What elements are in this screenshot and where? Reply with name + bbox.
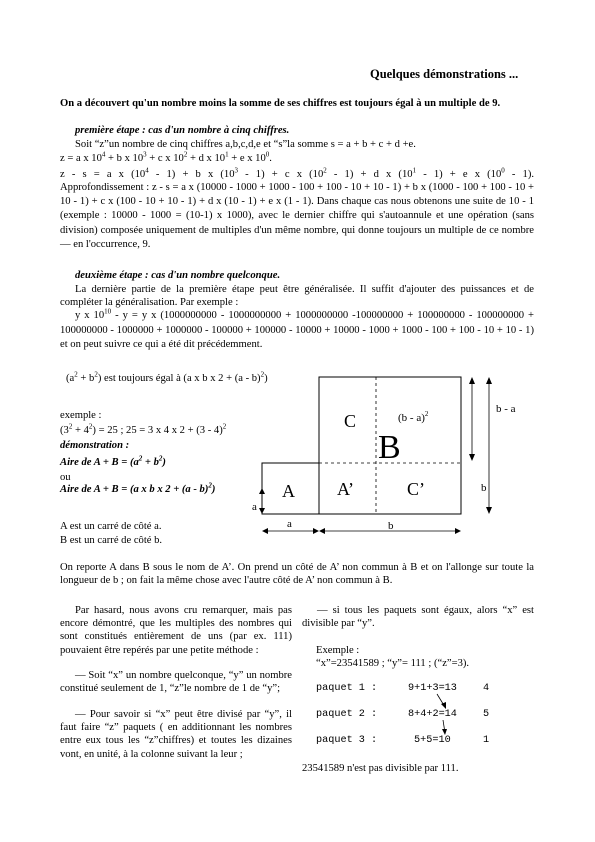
aire-formula-1: Aire de $A + B = (a^2 + b^2)$ xyxy=(60,454,166,468)
or-word: ou xyxy=(60,472,71,483)
label-a: A xyxy=(282,481,295,501)
step1-line1: Soit “z”un nombre de cinq chiffres a,b,c,d,e et “s”la somme s = a + b + c + d +e. xyxy=(75,139,416,150)
label-c-prime: C’ xyxy=(407,479,425,499)
dim-label-a-left: a xyxy=(252,501,257,513)
label-b-big: B xyxy=(378,429,401,466)
arrow-head xyxy=(455,528,461,534)
carry-arrows xyxy=(300,680,500,760)
arrow-head xyxy=(469,454,475,461)
dim-label-b-bottom: b xyxy=(388,520,394,532)
report-paragraph: On reporte A dans B sous le nom de A’. On prend un côté de A’ non commun à B et on l'allonge sur toute la longueur de b ; on fait la même chose avec l'autre côté de A’ non commun à B. xyxy=(60,562,534,587)
page-title: Quelques démonstrations ... xyxy=(370,67,519,81)
example-label: exemple : xyxy=(60,410,102,421)
left-col-para3: — Pour savoir si “x” peut être divisé par “y”, il faut faire “z” paquets ( en additionnant les nombres entre eux tous les “z”chiffres) et toutes les dizaines vont, en unité, à la colonne suivant la leur ; xyxy=(60,709,292,760)
right-col-example-label: Exemple : xyxy=(316,645,360,656)
left-col-para1: Par hasard, nous avons cru remarquer, mais pas encore démontré, que les multiples des nombres qui sont constitués entièrement de uns (par ex. 111) pouvaient être repérés par une petite méthode : xyxy=(60,605,292,656)
step1-heading: première étape : cas d'un nombre à cinq chiffres. xyxy=(75,125,290,136)
step2-heading: deuxième étape : cas d'un nombre quelconque. xyxy=(75,270,281,281)
intro-sentence: On a découvert qu'un nombre moins la somme de ses chiffres est toujours égal à un multiple de 9. xyxy=(60,98,501,109)
arrow-head xyxy=(259,488,265,494)
arrow-head xyxy=(319,528,325,534)
label-bma-squared: (b - a)$^2$ xyxy=(398,410,429,424)
left-col-para2: — Soit “x” un nombre quelconque, “y” un nombre constitué seulement de 1, “z”le nombre de 1 de “y”; xyxy=(60,670,292,695)
arrow-head xyxy=(441,702,446,709)
step2-paragraph1: La dernière partie de la première étape peut être généralisée. Il suffit d'ajouter des puissances et de compléter la généralisation. Par exemple : xyxy=(60,284,534,309)
identity-title: $(a^2 + b^2)$ est toujours égal à (a x b x 2 + (a - b)$^2$) xyxy=(66,370,268,384)
label-a-prime: A’ xyxy=(337,479,354,499)
arrow-head xyxy=(486,377,492,384)
right-col-conclusion: 23541589 n'est pas divisible par 111. xyxy=(302,763,459,774)
step1-paragraph: Approfondissement : z - s = a x (10000 - 1000 + 1000 - 100 + 100 - 10 + 10 - 1) + b x (1000 - 100 + 100 - 10 + 10 - 1) + c x (100 - 10 + 10 - 1) + d x (10 - 1) + e x (1 - 1). Dans chaque cas nous obtenons une suite de 10 - 1 (exemple : 10000 - 1000 = (10-1) x 1000), avec le dernier chiffre qui s'autoannule et une opération (sans division) composée uniquement de multiples d'un même nombre, qui donne toujours un multiple de ce nombre — en l'occurrence, 9. xyxy=(60,182,534,250)
packet-row: paquet 2 : 8+4+2=14 5 xyxy=(316,709,490,720)
step2-paragraph2: y x $10^{10} - y = y$ x (1000000000 - 1000000000 + 1000000000 -100000000 + 100000000 - 100000000 + 100000000 - 1000000 + 1000000 - 100000 + 100000 - 10000 + 10000 - 1000 + 1000 - 100 + 100 - 10 + 10 - 1) et on peut suivre ce qui a été dit précédemment. xyxy=(60,307,535,350)
right-col-example-line: “x”=23541589 ; “y”= 111 ; (“z”=3). xyxy=(316,658,470,669)
step1-line3: z - s = a x $(10^4 - 1) + b$ x $(10^3 - 1) + c$ x $(10^2 - 1) + d$ x $(10^1 - 1) + e$ x $(10^0 - 1)$. xyxy=(60,166,535,180)
arrow-head xyxy=(259,508,265,514)
arrow-head xyxy=(313,528,319,534)
arrow-head xyxy=(262,528,268,534)
arrow-head xyxy=(442,729,447,735)
packet-row: paquet 1 : 9+1+3=13 4 xyxy=(316,683,490,694)
demo-label: démonstration : xyxy=(60,440,130,451)
aire-formula-2: Aire de A + B = (a x b x 2 + (a - b)$^2$) xyxy=(60,481,216,495)
note-b: B est un carré de côté b. xyxy=(60,535,163,546)
example-formula: $(3^2 + 4^2) = 25$ ; 25 = 3 x 4 x 2 + (3 - 4)$^2$ xyxy=(60,422,227,436)
note-a: A est un carré de côté a. xyxy=(60,521,162,532)
arrow-head xyxy=(486,507,492,514)
step1-line2: z = a x $10^4 + b$ x $10^3 + c$ x $10^2 + d$ x $10^1 + e$ x $10^0$. xyxy=(60,150,272,164)
right-col-para1: — si tous les paquets sont égaux, alors “x” est divisible par “y”. xyxy=(302,605,534,630)
label-c: C xyxy=(344,411,357,431)
arrow-head xyxy=(469,377,475,384)
dim-label-bma: b - a xyxy=(496,403,516,415)
packet-row: paquet 3 : 5+5=10 1 xyxy=(316,735,490,746)
dim-label-b-right: b xyxy=(481,482,487,494)
dim-label-a-bottom: a xyxy=(287,518,292,530)
squares-figure xyxy=(240,370,540,540)
